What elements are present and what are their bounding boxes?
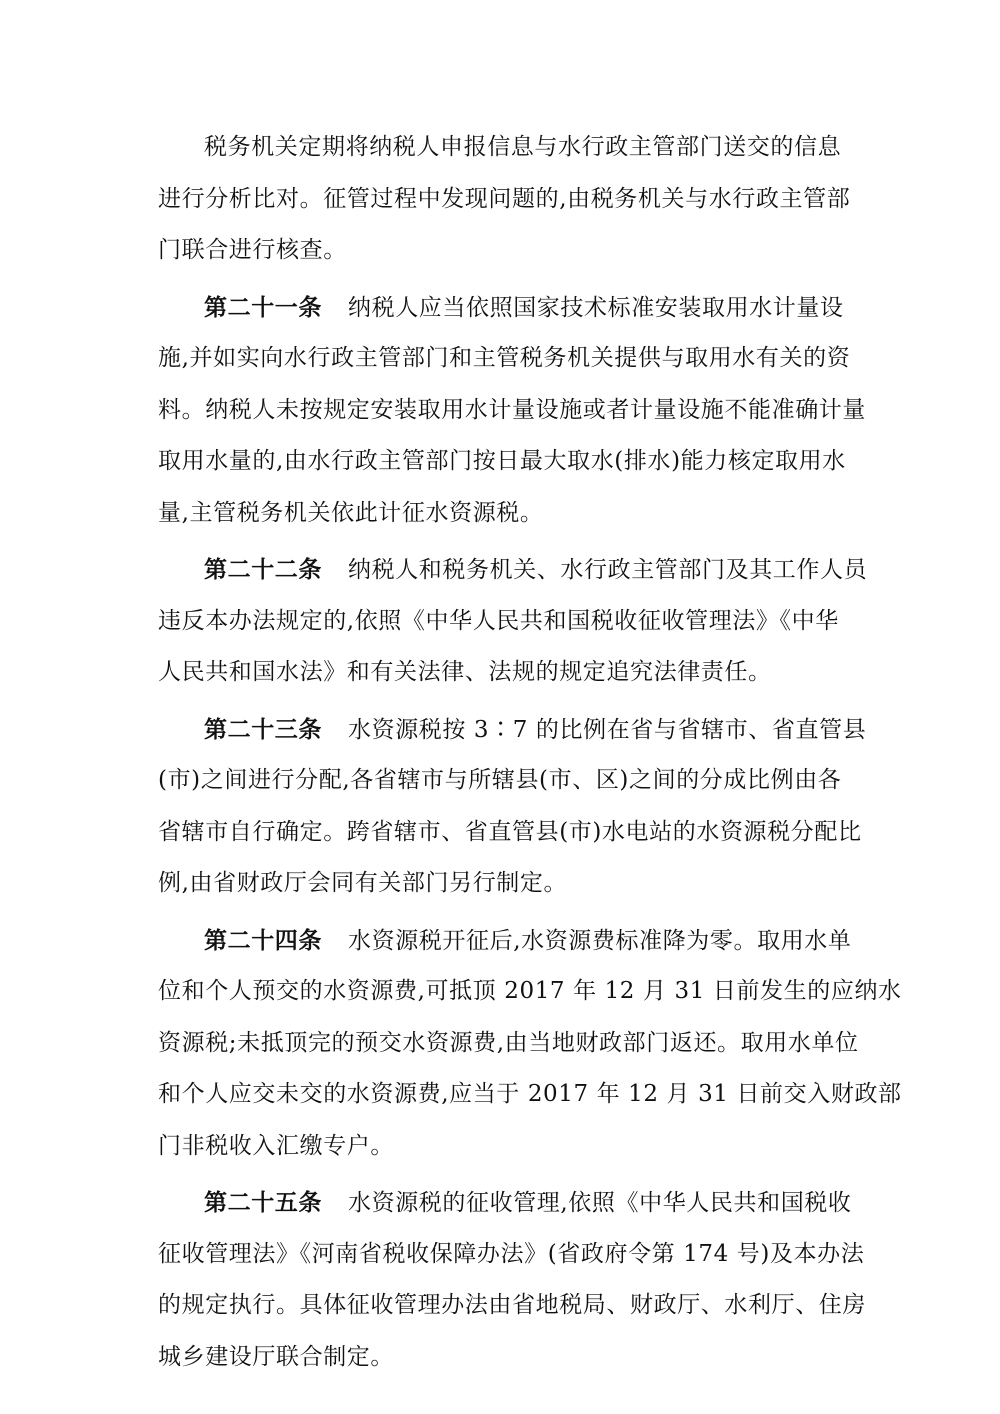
paragraph-line: 料。纳税人未按规定安装取用水计量设施或者计量设施不能准确计量 [158, 396, 866, 423]
paragraph-line: 位和个人预交的水资源费,可抵顶 2017 年 12 月 31 日前发生的应纳水 [158, 978, 902, 1004]
article-text: 水资源税开征后,水资源费标准降为零。取用水单 [348, 927, 852, 954]
paragraph-line [158, 282, 844, 334]
article-25 [158, 1177, 866, 1383]
paragraph-line: 省辖市自行确定。跨省辖市、省直管县(市)水电站的水资源税分配比 [158, 818, 862, 845]
paragraph-line: 税务机关定期将纳税人申报信息与水行政主管部门送交的信息 [204, 134, 842, 160]
paragraph-line [158, 704, 867, 756]
article-21 [158, 282, 866, 540]
document-body [158, 122, 902, 1383]
article-24 [158, 915, 902, 1173]
paragraph-line: 城乡建设厅联合制定。 [158, 1343, 394, 1370]
paragraph-line: 资源税;未抵顶完的预交水资源费,由当地财政部门返还。取用水单位 [158, 1029, 859, 1056]
paragraph-line [158, 915, 852, 967]
paragraph-line: 征收管理法》《河南省税收保障办法》(省政府令第 174 号)及本办法 [158, 1240, 865, 1267]
article-text: 纳税人和税务机关、水行政主管部门及其工作人员 [348, 557, 868, 583]
paragraph-line: 取用水量的,由水行政主管部门按日最大取水(排水)能力核定取用水 [158, 448, 846, 474]
paragraph-line: (市)之间进行分配,各省辖市与所辖县(市、区)之间的分成比例由各 [158, 767, 842, 793]
paragraph-line: 和个人应交未交的水资源费,应当于 2017 年 12 月 31 日前交入财政部 [158, 1081, 902, 1107]
article-text: 水资源税的征收管理,依照《中华人民共和国税收 [348, 1190, 852, 1216]
paragraph-line: 量,主管税务机关依此计征水资源税。 [158, 499, 544, 526]
paragraph-line: 违反本办法规定的,依照《中华人民共和国税收征收管理法》《中华 [158, 607, 839, 634]
paragraph-line: 人民共和国水法》和有关法律、法规的规定追究法律责任。 [158, 659, 772, 685]
article-heading: 第二十二条 [204, 556, 322, 583]
article-heading: 第二十一条 [204, 293, 322, 321]
paragraph-line: 例,由省财政厅会同有关部门另行制定。 [158, 870, 568, 896]
paragraph [158, 122, 851, 277]
paragraph-line [158, 544, 868, 596]
article-heading: 第二十五条 [204, 1189, 322, 1216]
article-22 [158, 544, 868, 699]
paragraph-line: 门非税收入汇缴专户。 [158, 1132, 394, 1159]
article-23 [158, 704, 867, 910]
paragraph-line: 进行分析比对。征管过程中发现问题的,由税务机关与水行政主管部 [158, 185, 851, 212]
paragraph-line [158, 1177, 852, 1229]
article-heading: 第二十三条 [204, 715, 322, 743]
paragraph-line: 门联合进行核查。 [158, 237, 347, 263]
paragraph-line: 施,并如实向水行政主管部门和主管税务机关提供与取用水有关的资 [158, 345, 851, 371]
article-text: 水资源税按 3∶7 的比例在省与省辖市、省直管县 [348, 716, 867, 743]
paragraph-line: 的规定执行。具体征收管理办法由省地税局、财政厅、水利厅、住房 [158, 1292, 866, 1318]
article-text: 纳税人应当依照国家技术标准安装取用水计量设 [348, 294, 844, 321]
article-heading: 第二十四条 [204, 926, 322, 954]
